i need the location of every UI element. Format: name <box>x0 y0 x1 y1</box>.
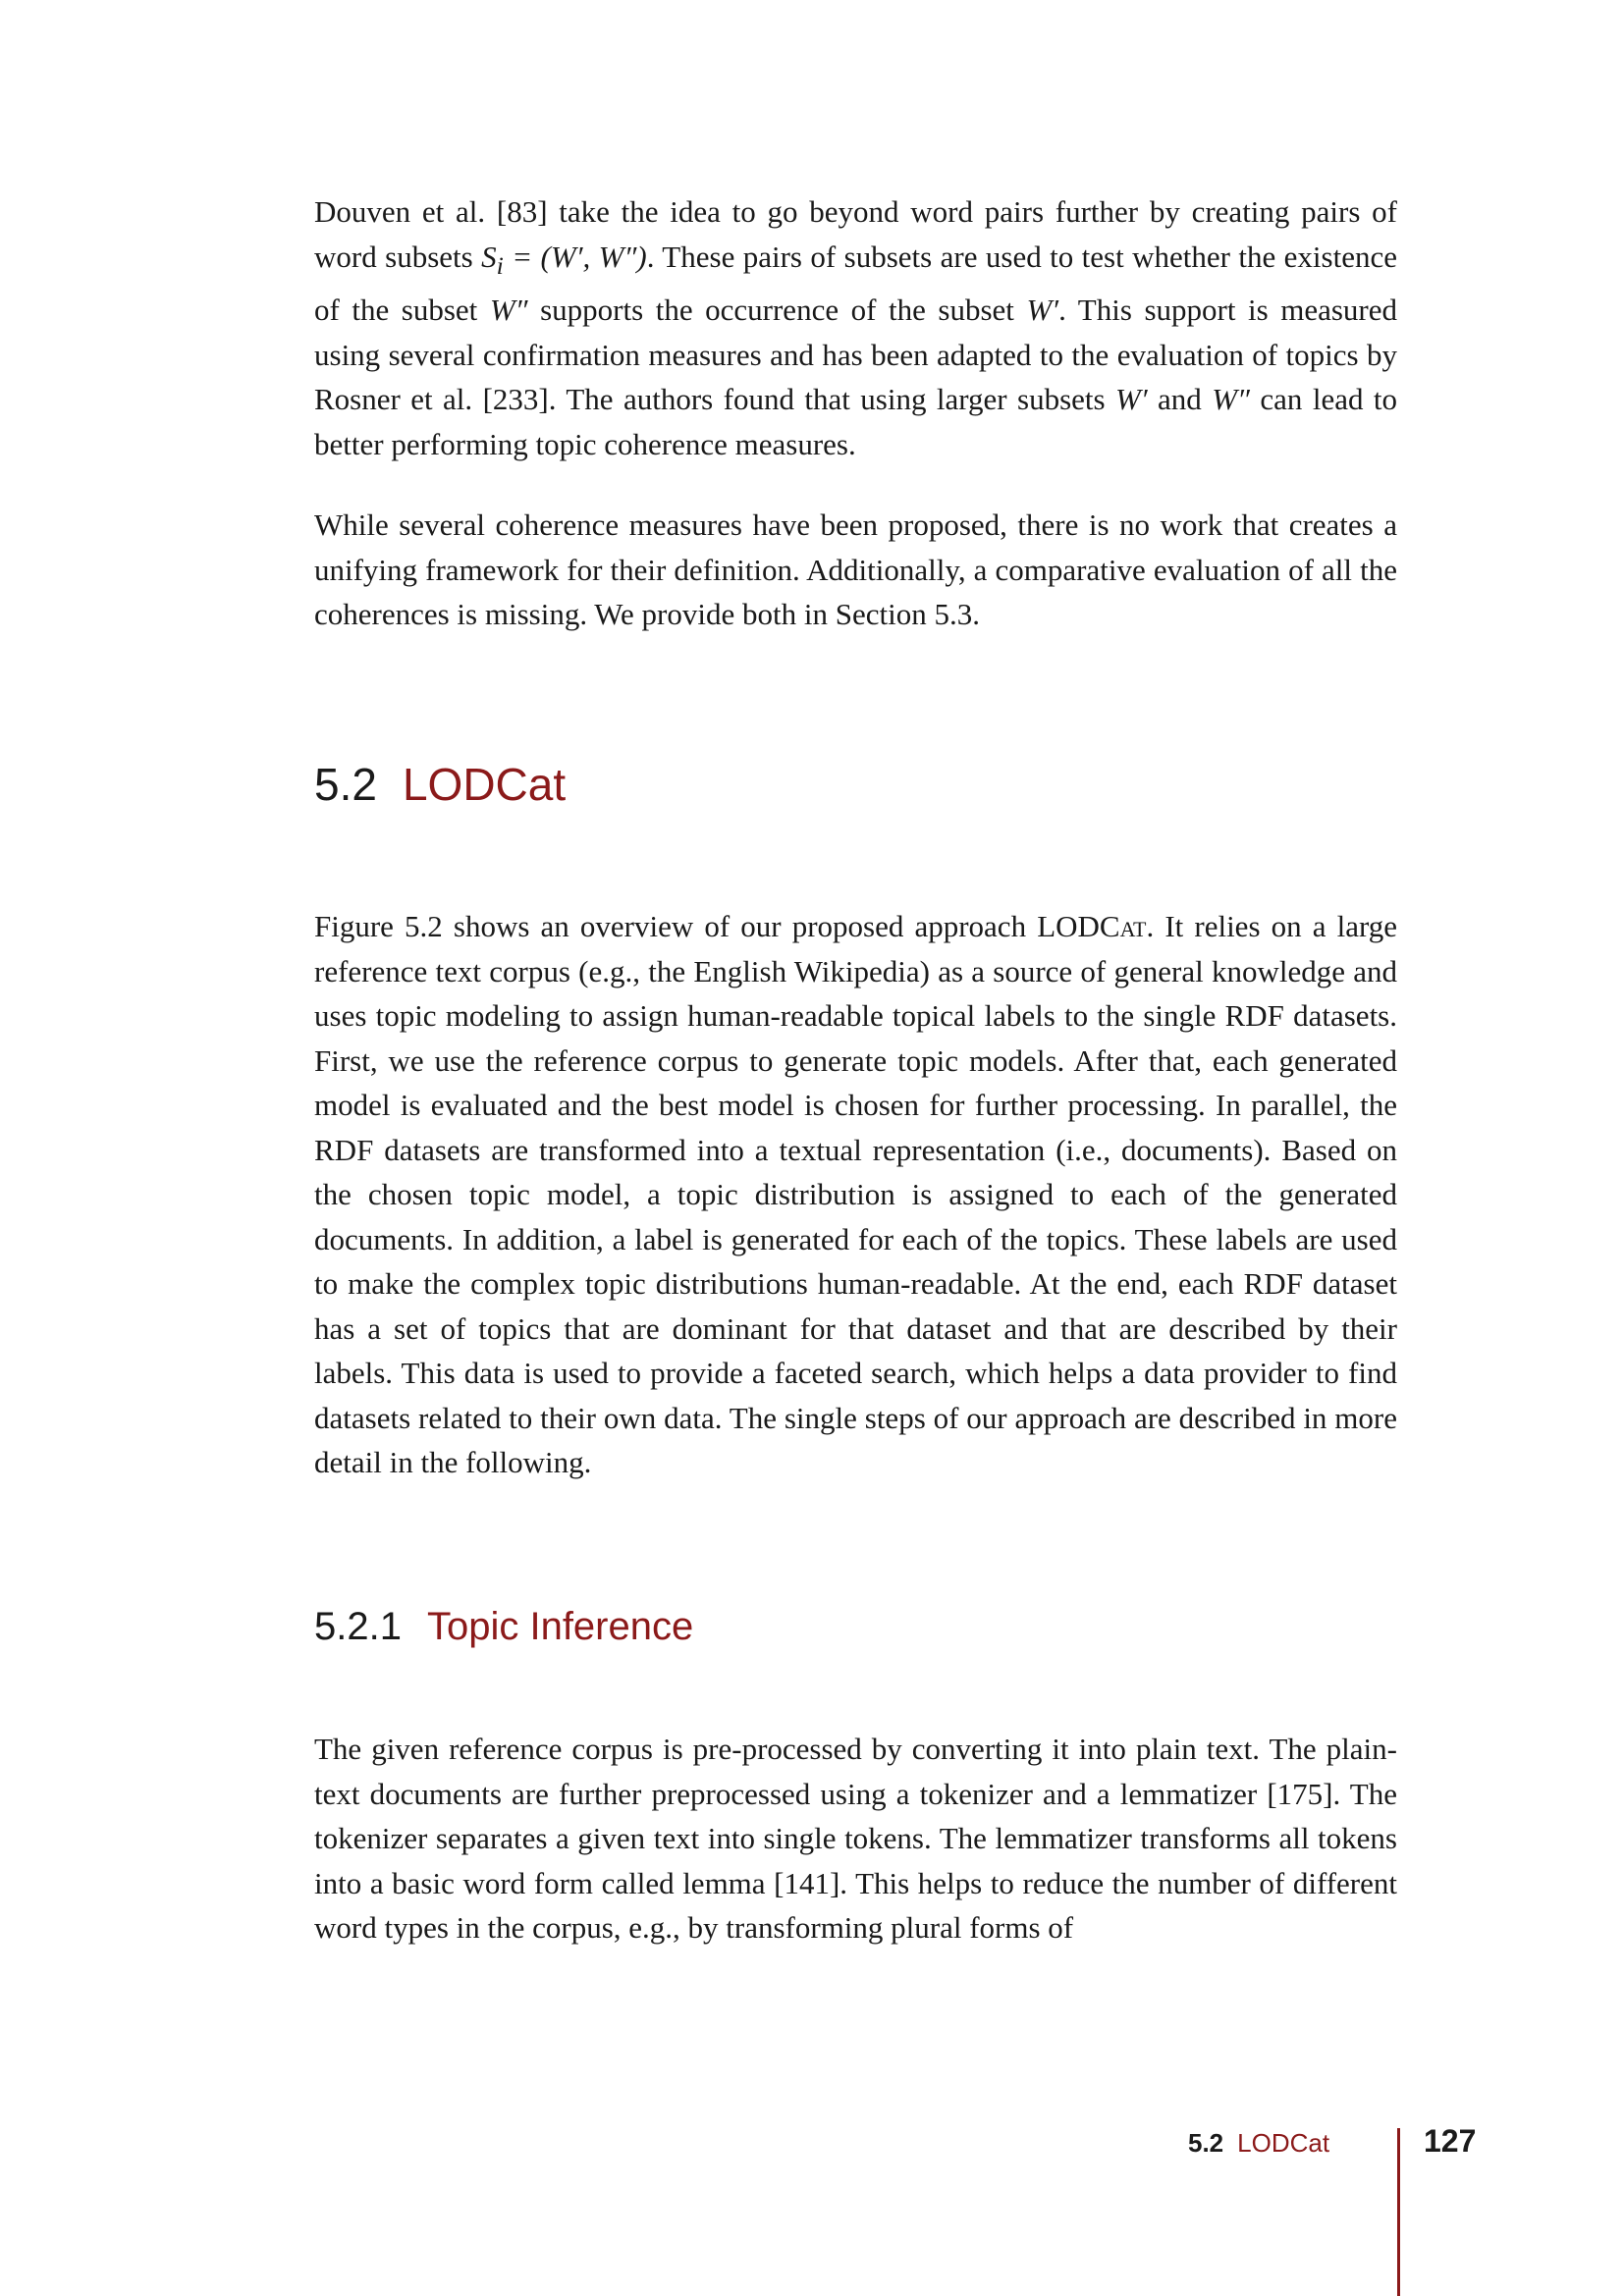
page-number: 127 <box>1424 2123 1477 2159</box>
section-number: 5.2 <box>314 759 377 810</box>
running-footer <box>1188 2128 1329 2159</box>
section-heading <box>314 758 566 811</box>
footer-section-title: LODCat <box>1237 2128 1330 2158</box>
paragraph-topic-inference: The given reference corpus is pre-processed by converting it into plain text. The plain-text documents are further preprocessed using a tokenizer and a lemmatizer [175]. The tokenizer separates a given text into single tokens. The lemmatizer transforms all tokens into a basic word form called lemma [141]. This helps to reduce the number of different word types in the corpus, e.g., by transforming plural forms of <box>314 1732 1397 1945</box>
paragraph-douven: Douven et al. [83] take the idea to go beyond word pairs further by creating pairs of word subsets $S_i = (W'$, W″). These pairs of subsets are used to test whether the existence of the subset W″ supports the occurrence of the subset W′. This support is measured using several confirmation measures and has been adapted to the evaluation of topics by Rosner et al. [233]. The authors found that using larger subsets W′ and W″ can lead to better performing topic coherence measures. <box>314 194 1398 461</box>
subsection-number: 5.2.1 <box>314 1605 402 1648</box>
math-w-double-prime-2: W″ <box>1212 382 1250 417</box>
lodcat-smallcaps: LODCat <box>1037 909 1147 943</box>
math-w-prime: W′ <box>1026 293 1059 328</box>
footer-divider <box>1397 2128 1400 2296</box>
math-w-prime-2: W′ <box>1115 382 1148 417</box>
footer-section-number: 5.2 <box>1188 2128 1224 2158</box>
math-w-double-prime: W″ <box>489 293 528 328</box>
math-si: S <box>481 239 497 274</box>
subsection-title: Topic Inference <box>426 1605 694 1648</box>
section-title: LODCat <box>402 759 567 810</box>
math-pair: = (W′, W″) <box>503 239 647 274</box>
subsection-heading <box>314 1605 693 1649</box>
paragraph-coherence: While several coherence measures have been proposed, there is no work that creates a unifying framework for their definition. Additionally, a comparative evaluation of all the coherences is missing. We provide both in Section 5.3. <box>314 507 1397 631</box>
paragraph-overview: Figure 5.2 shows an overview of our proposed approach LODCat. It relies on a large reference text corpus (e.g., the English Wikipedia) as a source of general knowledge and uses topic modeling to assign human-readable topical labels to the single RDF datasets. First, we use the reference corpus to generate topic models. After that, each generated model is evaluated and the best model is chosen for further processing. In parallel, the RDF datasets are transformed into a textual representation (i.e., documents). Based on the chosen topic model, a topic distribution is assigned to each of the generated documents. In addition, a label is generated for each of the topics. These labels are used to make the complex topic distributions human-readable. At the end, each RDF dataset has a set of topics that are dominant for that dataset and that are described by their labels. This data is used to provide a faceted search, which helps a data provider to find datasets related to their own data. The single steps of our approach are described in more detail in the following. <box>314 909 1397 1479</box>
math-si-subscript: i <box>496 250 504 280</box>
